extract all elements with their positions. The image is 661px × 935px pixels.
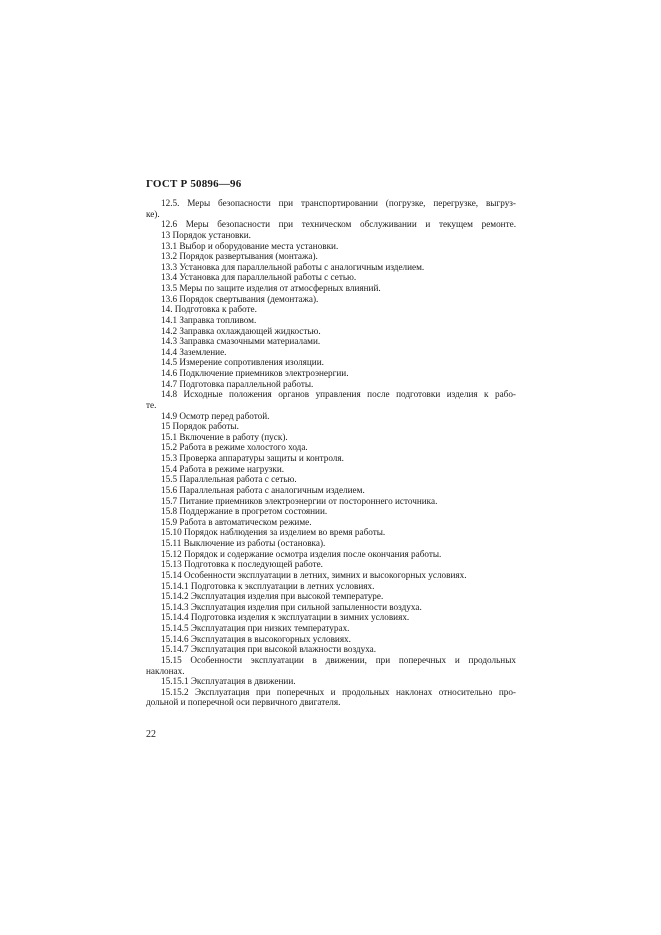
toc-line: 15.5 Параллельная работа с сетью.: [161, 474, 297, 485]
toc-line: 14.2 Заправка охлаждающей жидкостью.: [161, 325, 321, 336]
document-code-header: ГОСТ Р 50896—96: [146, 178, 242, 190]
toc-line: 14.6 Подключение приемников электроэнергии.: [161, 368, 349, 378]
toc-line: 15 Порядок работы.: [161, 421, 239, 432]
toc-line: 15.15.1 Эксплуатация в движении.: [161, 676, 296, 687]
toc-line: 15.3 Проверка аппаратуры защиты и контроля.: [161, 453, 344, 463]
toc-line: 14.5 Измерение сопротивления изоляции.: [161, 357, 324, 368]
toc-line: 15.14.5 Эксплуатация при низких температурах.: [161, 623, 350, 633]
toc-line: 13.6 Порядок свертывания (демонтажа).: [161, 293, 319, 304]
toc-line: 15.15 Особенности эксплуатации в движении, при поперечных и продольных: [161, 654, 516, 665]
toc-line: 14.1 Заправка топливом.: [161, 314, 257, 325]
toc-line: 15.14 Особенности эксплуатации в летних, зимних и высокогорных условиях.: [161, 569, 467, 580]
toc-line: 15.14.4 Подготовка изделия к эксплуатации в зимних условиях.: [161, 612, 410, 623]
toc-line: дольной и поперечной оси первичного двигателя.: [146, 697, 341, 708]
toc-line: 15.11 Выключение из работы (остановка).: [161, 538, 326, 548]
toc-line: 15.6 Параллельная работа с аналогичным изделием.: [161, 484, 365, 495]
toc-line: 14.7 Подготовка параллельной работы.: [161, 378, 314, 389]
toc-line: 14.3 Заправка смазочными материалами.: [161, 336, 321, 347]
toc-line: 13.5 Меры по защите изделия от атмосферных влияний.: [161, 283, 381, 293]
toc-line: 12.5. Меры безопасности при транспортировании (погрузке, перегрузке, выгруз-: [161, 198, 516, 208]
toc-line: 14.8 Исходные положения органов управления после подготовки изделия к рабо-: [161, 389, 516, 400]
table-of-contents: [146, 198, 516, 708]
toc-line: 15.12 Порядок и содержание осмотра изделия после окончания работы.: [161, 548, 442, 559]
toc-line: 15.14.6 Эксплуатация в высокогорных условиях.: [161, 633, 351, 644]
toc-line: 13.4 Установка для параллельной работы с сетью.: [161, 272, 357, 283]
page-number: 22: [146, 729, 156, 740]
toc-line: 15.8 Поддержание в прогретом состоянии.: [161, 506, 328, 517]
toc-line: 13 Порядок установки.: [161, 229, 251, 240]
toc-line: 15.10 Порядок наблюдения за изделием во время работы.: [161, 527, 386, 538]
toc-line: 15.15.2 Эксплуатация при поперечных и продольных наклонах относительно про-: [161, 686, 516, 697]
toc-line: те.: [146, 399, 157, 410]
toc-line: 14. Подготовка к работе.: [161, 304, 257, 315]
toc-line: 13.2 Порядок развертывания (монтажа).: [161, 251, 318, 262]
toc-line: 14.4 Заземление.: [161, 346, 227, 357]
toc-line: 13.1 Выбор и оборудование места установки.: [161, 240, 339, 251]
toc-line: 15.2 Работа в режиме холостого хода.: [161, 442, 308, 453]
toc-line: ке).: [146, 208, 160, 219]
toc-line: 15.1 Включение в работу (пуск).: [161, 431, 288, 442]
toc-line: 15.4 Работа в режиме нагрузки.: [161, 463, 285, 474]
toc-line: 15.13 Подготовка к последующей работе.: [161, 559, 323, 570]
toc-line: 15.14.1 Подготовка к эксплуатации в летних условиях.: [161, 580, 375, 591]
toc-line: 15.14.7 Эксплуатация при высокой влажности воздуха.: [161, 644, 377, 655]
toc-line: 15.9 Работа в автоматическом режиме.: [161, 516, 312, 527]
toc-line: 15.14.2 Эксплуатация изделия при высокой температуре.: [161, 591, 384, 602]
toc-line: наклонах.: [146, 665, 185, 676]
toc-line: 13.3 Установка для параллельной работы с аналогичным изделием.: [161, 261, 425, 272]
toc-line: 15.14.3 Эксплуатация изделия при сильной запыленности воздуха.: [161, 601, 422, 612]
toc-line: 14.9 Осмотр перед работой.: [161, 410, 270, 421]
toc-line: 15.7 Питание приемников электроэнергии от постороннего источника.: [161, 495, 438, 506]
toc-line: 12.6 Меры безопасности при техническом обслуживании и текущем ремонте.: [161, 219, 516, 230]
